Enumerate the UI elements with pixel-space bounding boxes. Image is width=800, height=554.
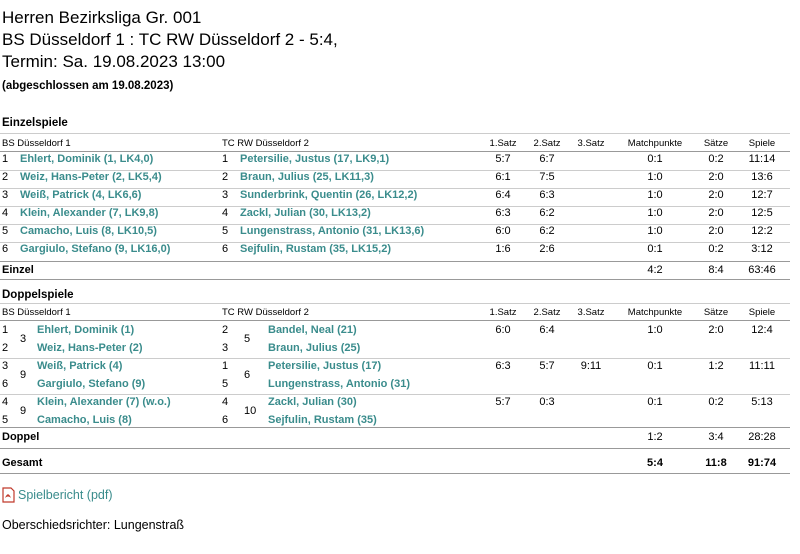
away-player-rank: 3 <box>222 189 229 201</box>
sets-value: 0:2 <box>708 243 724 255</box>
divider <box>0 170 790 171</box>
away-player-link[interactable]: Braun, Julius (25, LK11,3) <box>240 171 374 183</box>
home-player-rank: 3 <box>2 360 9 372</box>
divider <box>0 224 790 225</box>
matchpoints-value: 5:4 <box>647 457 663 469</box>
col-home-team: BS Düsseldorf 1 <box>2 138 71 149</box>
home-player-link[interactable]: Weiz, Hans-Peter (2) <box>37 342 143 354</box>
col-set1: 1.Satz <box>489 307 517 318</box>
pdf-icon[interactable] <box>2 487 15 503</box>
away-player-rank: 3 <box>222 342 229 354</box>
home-player-rank: 1 <box>2 324 9 336</box>
away-player-rank: 2 <box>222 324 229 336</box>
divider <box>0 394 790 395</box>
home-pair-sum: 9 <box>20 405 27 417</box>
matchpoints-value: 4:2 <box>647 264 663 276</box>
divider <box>0 279 790 280</box>
games-value: 12:5 <box>751 207 773 219</box>
home-player-rank: 6 <box>2 243 9 255</box>
set2-score: 6:3 <box>539 189 555 201</box>
games-value: 12:7 <box>751 189 773 201</box>
col-set1: 1.Satz <box>489 138 517 149</box>
divider <box>0 242 790 243</box>
games-value: 13:6 <box>751 171 773 183</box>
games-value: 63:46 <box>748 264 776 276</box>
matchpoints-value: 1:0 <box>647 225 663 237</box>
matchpoints-value: 1:0 <box>647 324 663 336</box>
set2-score: 6:2 <box>539 207 555 219</box>
col-set2: 2.Satz <box>533 307 561 318</box>
home-player-rank: 2 <box>2 171 9 183</box>
col-games: Spiele <box>748 307 776 318</box>
match-status: (abgeschlossen am 19.08.2023) <box>2 80 174 92</box>
away-player-rank: 6 <box>222 243 229 255</box>
divider <box>0 206 790 207</box>
home-pair-sum: 9 <box>20 369 27 381</box>
col-away-team: TC RW Düsseldorf 2 <box>222 307 309 318</box>
matchpoints-value: 1:0 <box>647 189 663 201</box>
home-player-link[interactable]: Klein, Alexander (7, LK9,8) <box>20 207 159 219</box>
match-title: BS Düsseldorf 1 : TC RW Düsseldorf 2 - 5:4, <box>2 30 338 49</box>
home-player-link[interactable]: Camacho, Luis (8, LK10,5) <box>20 225 157 237</box>
col-matchpoints: Matchpunkte <box>627 307 683 318</box>
away-pair-sum: 5 <box>244 333 251 345</box>
away-player-link[interactable]: Bandel, Neal (21) <box>268 324 357 336</box>
league-title: Herren Bezirksliga Gr. 001 <box>2 8 202 27</box>
sets-value: 0:2 <box>708 396 724 408</box>
away-pair-sum: 6 <box>244 369 251 381</box>
doubles-title: Doppelspiele <box>2 289 74 301</box>
set1-score: 6:3 <box>495 207 511 219</box>
sets-value: 11:8 <box>705 457 727 469</box>
set2-score: 2:6 <box>539 243 555 255</box>
home-player-rank: 3 <box>2 189 9 201</box>
home-pair-sum: 3 <box>20 333 27 345</box>
col-games: Spiele <box>748 138 776 149</box>
matchpoints-value: 0:1 <box>647 243 663 255</box>
sets-value: 2:0 <box>708 207 724 219</box>
matchpoints-value: 0:1 <box>647 153 663 165</box>
divider <box>0 188 790 189</box>
home-player-link[interactable]: Weiz, Hans-Peter (2, LK5,4) <box>20 171 162 183</box>
divider <box>0 473 790 474</box>
games-value: 5:13 <box>751 396 773 408</box>
set1-score: 6:1 <box>495 171 511 183</box>
home-player-link[interactable]: Gargiulo, Stefano (9) <box>37 378 146 390</box>
set1-score: 6:3 <box>495 360 511 372</box>
col-set3: 3.Satz <box>577 138 605 149</box>
singles-total-label: Einzel <box>2 264 34 276</box>
games-value: 11:11 <box>749 360 775 372</box>
col-away-team: TC RW Düsseldorf 2 <box>222 138 309 149</box>
away-player-link[interactable]: Braun, Julius (25) <box>268 342 361 354</box>
col-matchpoints: Matchpunkte <box>627 138 683 149</box>
away-player-link[interactable]: Lungenstrass, Antonio (31, LK13,6) <box>240 225 425 237</box>
away-player-link[interactable]: Lungenstrass, Antonio (31) <box>268 378 410 390</box>
away-player-rank: 6 <box>222 414 229 426</box>
set2-score: 7:5 <box>539 171 555 183</box>
home-player-rank: 6 <box>2 378 9 390</box>
set1-score: 1:6 <box>495 243 511 255</box>
games-value: 3:12 <box>751 243 773 255</box>
col-sets: Sätze <box>703 307 729 318</box>
matchpoints-value: 0:1 <box>647 360 663 372</box>
report-pdf-link[interactable]: Spielbericht (pdf) <box>18 488 113 502</box>
set1-score: 5:7 <box>495 153 511 165</box>
set3-score: 9:11 <box>580 360 602 372</box>
home-player-link[interactable]: Weiß, Patrick (4) <box>37 360 123 372</box>
set2-score: 6:2 <box>539 225 555 237</box>
games-value: 11:14 <box>748 153 776 165</box>
away-player-link[interactable]: Zackl, Julian (30, LK13,2) <box>240 207 371 219</box>
sets-value: 2:0 <box>708 189 724 201</box>
sets-value: 1:2 <box>708 360 724 372</box>
divider <box>0 358 790 359</box>
away-player-link[interactable]: Petersilie, Justus (17) <box>268 360 382 372</box>
divider <box>0 133 790 134</box>
home-player-rank: 4 <box>2 396 9 408</box>
away-player-rank: 1 <box>222 153 229 165</box>
set2-score: 5:7 <box>539 360 555 372</box>
away-player-link[interactable]: Zackl, Julian (30) <box>268 396 357 408</box>
away-player-rank: 4 <box>222 207 229 219</box>
home-player-link[interactable]: Klein, Alexander (7) (w.o.) <box>37 396 171 408</box>
divider <box>0 320 790 321</box>
away-pair-sum: 10 <box>244 405 257 417</box>
set2-score: 6:7 <box>539 153 555 165</box>
matchpoints-value: 0:1 <box>647 396 663 408</box>
home-player-link[interactable]: Ehlert, Dominik (1, LK4,0) <box>20 153 154 165</box>
divider <box>0 303 790 304</box>
home-player-rank: 4 <box>2 207 9 219</box>
home-player-link[interactable]: Gargiulo, Stefano (9, LK16,0) <box>20 243 171 255</box>
grand-total-label: Gesamt <box>2 457 43 469</box>
away-player-rank: 2 <box>222 171 229 183</box>
col-sets: Sätze <box>703 138 729 149</box>
away-player-link[interactable]: Sejfulin, Rustam (35) <box>268 414 377 426</box>
singles-title: Einzelspiele <box>2 117 68 129</box>
away-player-link[interactable]: Sunderbrink, Quentin (26, LK12,2) <box>240 189 418 201</box>
match-date: Termin: Sa. 19.08.2023 13:00 <box>2 52 226 71</box>
sets-value: 3:4 <box>708 431 724 443</box>
divider <box>0 261 790 262</box>
referee-text: Oberschiedsrichter: Lungenstraß <box>2 518 185 532</box>
games-value: 12:2 <box>751 225 773 237</box>
col-set2: 2.Satz <box>533 138 561 149</box>
divider <box>0 427 790 428</box>
set1-score: 5:7 <box>495 396 511 408</box>
set1-score: 6:0 <box>495 324 511 336</box>
games-value: 12:4 <box>751 324 773 336</box>
sets-value: 2:0 <box>708 324 724 336</box>
divider <box>0 151 790 152</box>
divider <box>0 448 790 449</box>
away-player-link[interactable]: Petersilie, Justus (17, LK9,1) <box>240 153 390 165</box>
home-player-link[interactable]: Weiß, Patrick (4, LK6,6) <box>20 189 142 201</box>
away-player-rank: 4 <box>222 396 229 408</box>
home-player-rank: 5 <box>2 414 9 426</box>
away-player-link[interactable]: Sejfulin, Rustam (35, LK15,2) <box>240 243 391 255</box>
games-value: 28:28 <box>748 431 776 443</box>
set2-score: 6:4 <box>539 324 555 336</box>
sets-value: 8:4 <box>708 264 724 276</box>
doubles-total-label: Doppel <box>2 431 40 443</box>
sets-value: 2:0 <box>708 171 724 183</box>
home-player-rank: 2 <box>2 342 9 354</box>
away-player-rank: 1 <box>222 360 229 372</box>
away-player-rank: 5 <box>222 378 229 390</box>
set1-score: 6:4 <box>495 189 511 201</box>
col-home-team: BS Düsseldorf 1 <box>2 307 71 318</box>
set1-score: 6:0 <box>495 225 511 237</box>
away-player-rank: 5 <box>222 225 229 237</box>
home-player-rank: 5 <box>2 225 9 237</box>
set2-score: 0:3 <box>539 396 555 408</box>
home-player-link[interactable]: Ehlert, Dominik (1) <box>37 324 135 336</box>
matchpoints-value: 1:0 <box>647 171 663 183</box>
sets-value: 0:2 <box>708 153 724 165</box>
home-player-link[interactable]: Camacho, Luis (8) <box>37 414 132 426</box>
games-value: 91:74 <box>747 457 777 469</box>
matchpoints-value: 1:2 <box>647 431 663 443</box>
sets-value: 2:0 <box>708 225 724 237</box>
home-player-rank: 1 <box>2 153 9 165</box>
matchpoints-value: 1:0 <box>647 207 663 219</box>
col-set3: 3.Satz <box>577 307 605 318</box>
